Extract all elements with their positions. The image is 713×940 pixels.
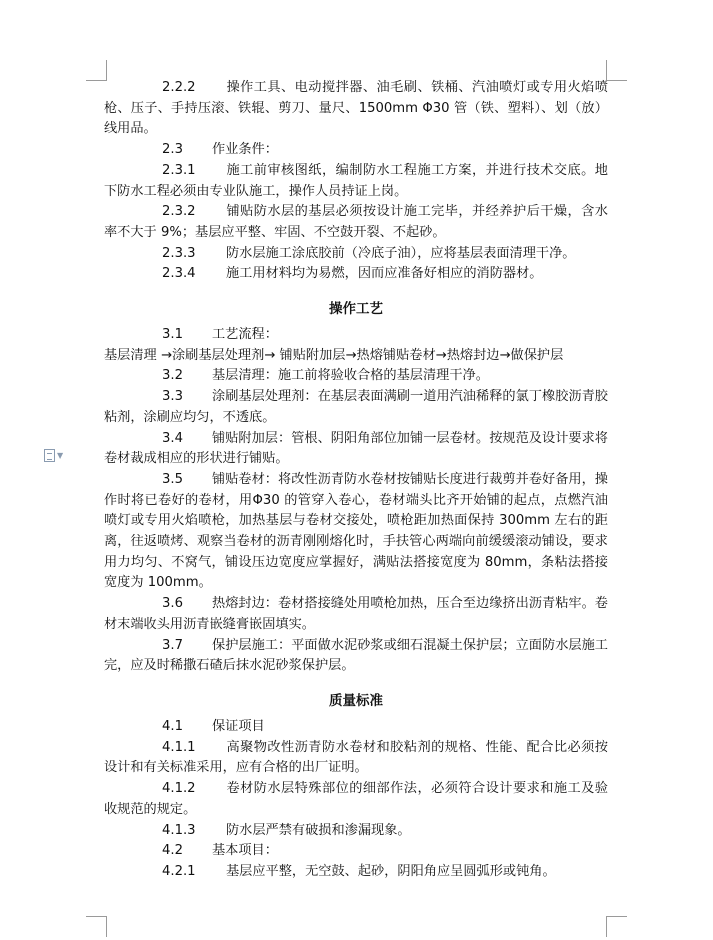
paragraph: 2.3.2 铺贴防水层的基层必须按设计施工完毕，并经养护后干燥，含水率不大于 9%；基层应平整、牢固、不空鼓开裂、不起砂。	[104, 204, 608, 240]
paragraph: 3.1 工艺流程：	[162, 327, 278, 343]
paragraph: 3.3 涂刷基层处理剂：在基层表面满刷一道用汽油稀释的氯丁橡胶沥青胶粘剂，涂刷应均匀，不透底。	[104, 389, 608, 425]
paragraph: 2.3.4 施工用材料均为易燃，因而应准备好相应的消防器材。	[162, 266, 543, 282]
paragraph: 2.3 作业条件：	[162, 142, 278, 158]
paragraph: 2.3.1 施工前审核图纸，编制防水工程施工方案，并进行技术交底。地下防水工程必须由专业队施工，操作人员持证上岗。	[104, 162, 608, 199]
document-body	[104, 78, 608, 883]
paragraph: 基层清理 →涂刷基层处理剂→ 铺贴附加层→热熔铺贴卷材→热熔封边→做保护层	[104, 347, 564, 363]
paragraph: 4.1 保证项目	[162, 718, 265, 734]
paragraph: 4.2.1 基层应平整，无空鼓、起砂，阴阳角应呈圆弧形或钝角。	[162, 863, 556, 879]
section-heading: 质量标准	[329, 692, 383, 709]
paragraph: 2.2.2 操作工具、电动搅拌器、油毛刷、铁桶、汽油喷灯或专用火焰喷枪、压子、手持压滚、铁辊、剪刀、量尺、1500mm Φ30 管（铁、塑料）、划（放）线用品。	[104, 80, 608, 137]
crop-mark-bottom-right	[606, 916, 627, 937]
paragraph-layout-icon[interactable]: ▼	[44, 448, 63, 463]
crop-mark-top-right	[606, 60, 627, 81]
paragraph: 3.7 保护层施工：平面做水泥砂浆或细石混凝土保护层；立面防水层施工完，应及时稀撒石碴后抹水泥砂浆保护层。	[104, 637, 608, 674]
paragraph: 4.1.1 高聚物改性沥青防水卷材和胶粘剂的规格、性能、配合比必须按设计和有关标准采用，应有合格的出厂证明。	[104, 739, 608, 776]
paragraph: 3.6 热熔封边：卷材搭接缝处用喷枪加热，压合至边缘挤出沥青粘牢。卷材末端收头用沥青嵌缝膏嵌固填实。	[104, 596, 608, 632]
paragraph: 3.2 基层清理：施工前将验收合格的基层清理干净。	[162, 368, 489, 384]
paragraph: 4.1.3 防水层严禁有破损和渗漏现象。	[162, 822, 411, 838]
paragraph: 3.4 铺贴附加层：管根、阴阳角部位加铺一层卷材。按规范及设计要求将卷材裁成相应的形状进行铺贴。	[104, 430, 608, 467]
section-heading: 操作工艺	[329, 301, 383, 318]
paragraph: 3.5 铺贴卷材：将改性沥青防水卷材按铺贴长度进行裁剪并卷好备用，操作时将已卷好的卷材，用Φ30 的管穿入卷心，卷材端头比齐开始铺的起点，点燃汽油喷灯或专用火焰喷枪，加热基层与卷材交接处，喷枪距加热面保持 300mm 左右的距离，往返喷烤、观察当卷材的沥青刚刚熔化时，手扶管心两端向前缓缓滚动铺设，要求用力均匀、不窝气，铺设压边宽度应掌握好，满贴法搭接宽度为 80mm，条粘法搭接宽度为 100mm。	[104, 471, 608, 591]
paragraph: 2.3.3 防水层施工涂底胶前（冷底子油），应将基层表面清理干净。	[162, 245, 576, 261]
paragraph: 4.1.2 卷材防水层特殊部位的细部作法，必须符合设计要求和施工及验收规范的规定。	[104, 781, 608, 817]
paragraph: 4.2 基本项目：	[162, 843, 278, 859]
crop-mark-bottom-left	[86, 916, 107, 937]
